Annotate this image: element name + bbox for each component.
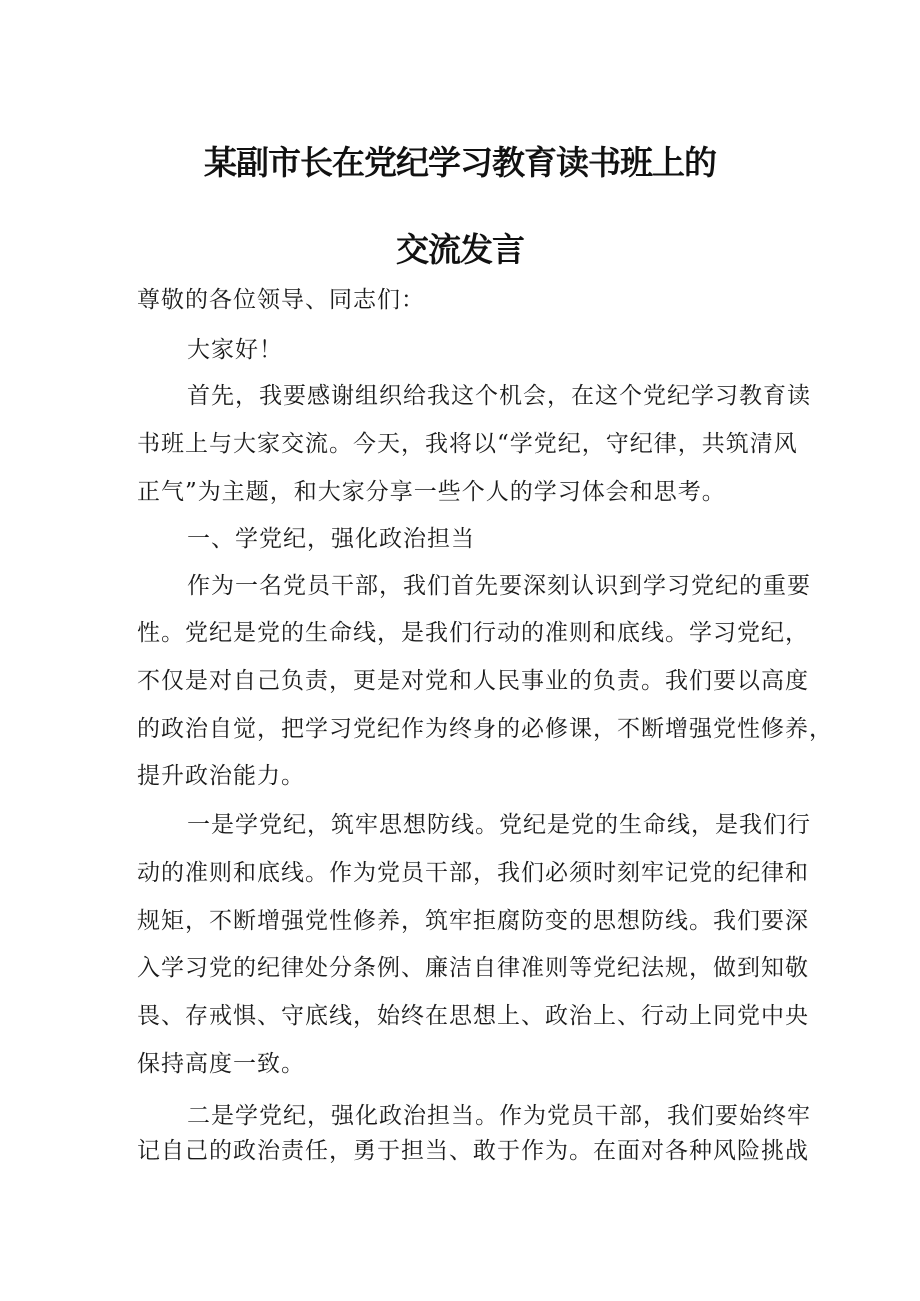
paragraph-line: 的政治自觉，把学习党纪作为终身的必修课，不断增强党性修养，	[137, 716, 833, 742]
paragraph-line: 正气”为主题，和大家分享一些个人的学习体会和思考。	[137, 479, 726, 505]
paragraph-line: 一是学党纪，筑牢思想防线。党纪是党的生命线，是我们行	[187, 812, 811, 838]
paragraph-line: 不仅是对自己负责，更是对党和人民事业的负责。我们要以高度	[137, 668, 809, 694]
paragraph-line: 作为一名党员干部，我们首先要深刻认识到学习党纪的重要	[187, 573, 811, 599]
paragraph-line: 记自己的政治责任，勇于担当、敢于作为。在面对各种风险挑战	[137, 1138, 809, 1164]
paragraph-line: 动的准则和底线。作为党员干部，我们必须时刻牢记党的纪律和	[137, 860, 809, 886]
paragraph-line: 性。党纪是党的生命线，是我们行动的准则和底线。学习党纪，	[137, 620, 809, 646]
paragraph-line: 二是学党纪，强化政治担当。作为党员干部，我们要始终牢	[187, 1103, 811, 1129]
greeting: 大家好！	[187, 337, 283, 363]
paragraph-line: 规矩，不断增强党性修养，筑牢拒腐防变的思想防线。我们要深	[137, 908, 809, 934]
paragraph-line: 畏、存戒惧、守底线，始终在思想上、政治上、行动上同党中央	[137, 1003, 809, 1029]
document-title-line-1: 某副市长在党纪学习教育读书班上的	[204, 143, 716, 182]
paragraph-line: 入学习党的纪律处分条例、廉洁自律准则等党纪法规，做到知敬	[137, 955, 809, 981]
section-heading: 一、学党纪，强化政治担当	[187, 526, 475, 552]
salutation: 尊敬的各位领导、同志们：	[137, 287, 425, 313]
paragraph-line: 书班上与大家交流。今天，我将以“学党纪，守纪律，共筑清风	[137, 431, 798, 457]
document-title-line-2: 交流发言	[396, 230, 524, 269]
paragraph-line: 提升政治能力。	[137, 763, 305, 789]
paragraph-line: 保持高度一致。	[137, 1051, 305, 1077]
paragraph-line: 首先，我要感谢组织给我这个机会，在这个党纪学习教育读	[187, 383, 811, 409]
